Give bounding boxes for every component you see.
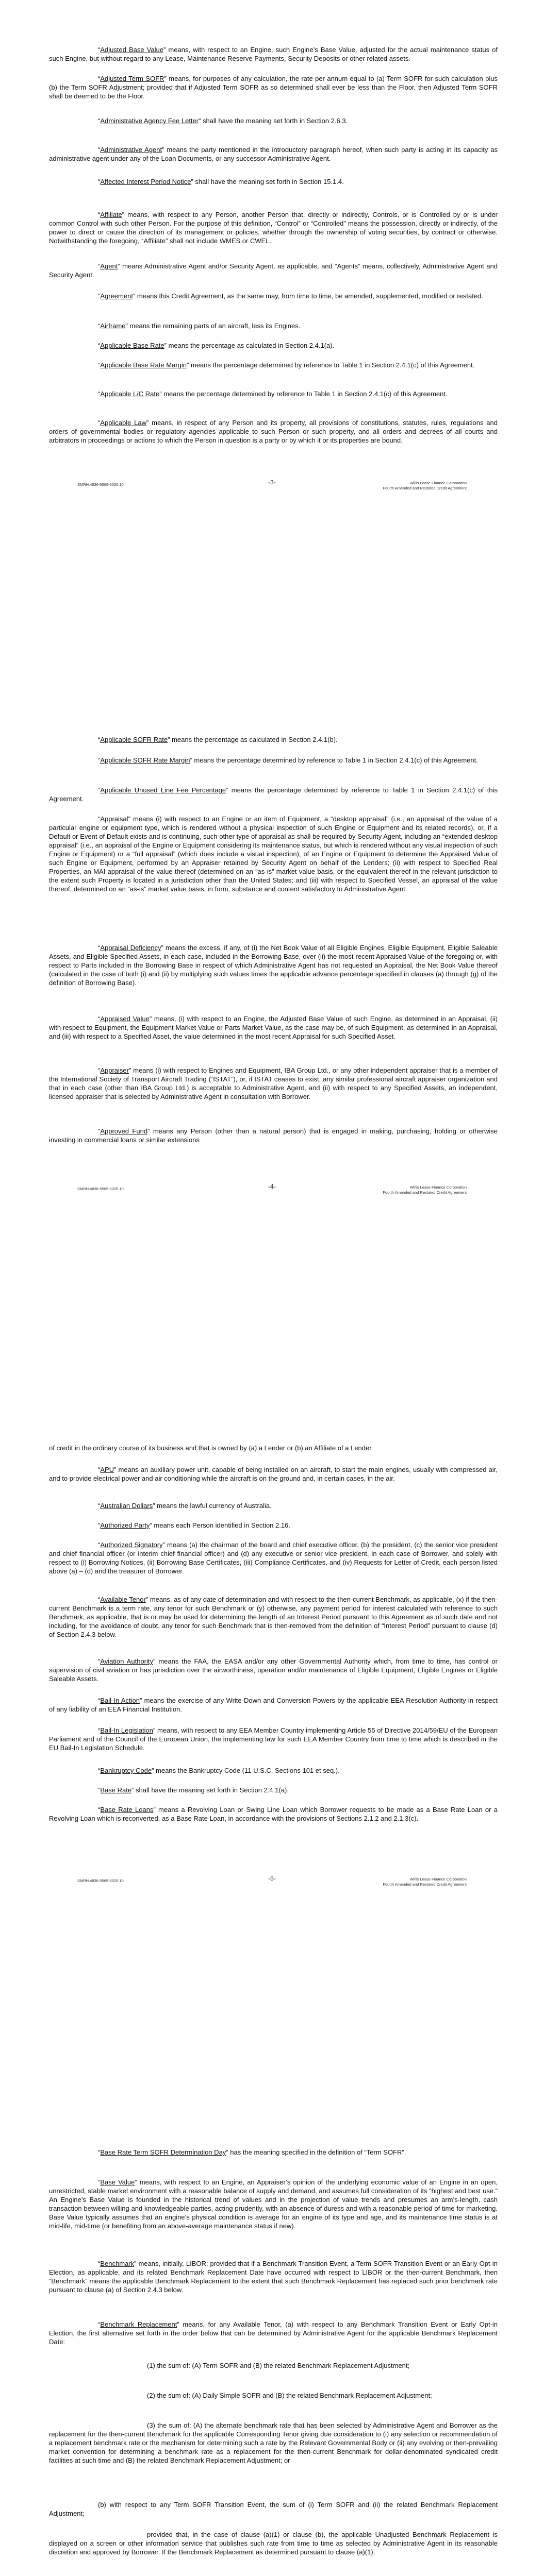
definition-appraiser: “Appraiser” means (i) with respect to Engines and Equipment, IBA Group Ltd., or any other independent appraiser that is a member of the International Society of Transport Aircraft Trading (“ISTAT”), or, if ISTAT ceases to exist, any similar professional aircraft appraiser organization and that in each case (other than IBA Group Ltd.) is acceptable to Administrative Agent, and (ii) with respect to any Specified Assets, an independent, licensed appraiser that is selected by Administrative Agent in consultation with Borrower. bbox=[49, 1066, 498, 1100]
page-4 bbox=[0, 703, 544, 1406]
definition-bail-in-action: “Bail-In Action” means the exercise of any Write-Down and Conversion Powers by the applicable EEA Resolution Authority in respect of any liability of an EEA Financial Institution. bbox=[49, 1697, 498, 1713]
definition-applicable-sofr-rate: “Applicable SOFR Rate” means the percentage as calculated in Section 2.4.1(b). bbox=[98, 736, 338, 743]
footer-agreement-name: Fourth Amended and Restated Credit Agreement bbox=[383, 1190, 467, 1195]
definition-applicable-base-rate-margin: “Applicable Base Rate Margin” means the percentage determined by reference to Table 1 in Section 2.4.1(c) of this Agreement. bbox=[98, 361, 475, 369]
definition-apu: “APU” means an auxiliary power unit, capable of being installed on an aircraft, to start the main engines, usually with compressed air, and to provide electrical power and air conditioning while the aircraft is on the ground and, in certain cases, in the air. bbox=[49, 1466, 498, 1482]
definition-bail-in-legislation: “Bail-In Legislation” means, with respect to any EEA Member Country implementing Article 55 of Directive 2014/59/EU of the European Parliament and of the Council of the European Union, the implementing law for such EEA Member Country from time to time which is described in the EU Bail-In Legislation Schedule. bbox=[49, 1726, 498, 1752]
footer-doc-id: SMRH:4836-5569-6025.10 bbox=[77, 1878, 124, 1883]
page-number: -3- bbox=[268, 479, 276, 486]
page-number: -4- bbox=[268, 1183, 276, 1190]
footer-doc-id: SMRH:4836-5569-6025.10 bbox=[77, 482, 124, 487]
definition-affiliate: “Affiliate” means, with respect to any Person, another Person that, directly or indirectly, Controls, or is Controlled by or is under common Control with such other Person. For the purpose of this definition, “Control” or “Controlled” means the possession, directly or indirectly, of the power to direct or cause the direction of its management or policies, whether through the ownership of voting securities, by contract or otherwise. Notwithstanding the foregoing, “Affiliate” shall not include WMES or CWEL. bbox=[49, 211, 498, 245]
definition-authorized-party: “Authorized Party” means each Person identified in Section 2.16. bbox=[98, 1521, 290, 1529]
footer-company-name: Willis Lease Finance Corporation bbox=[409, 481, 467, 485]
definition-agreement: “Agreement” means this Credit Agreement, as the same may, from time to time, be amended, supplemented, modified or restated. bbox=[98, 292, 483, 300]
benchmark-replacement-clause-2: (2) the sum of: (A) Daily Simple SOFR and (B) the related Benchmark Replacement Adjustment; bbox=[147, 2392, 432, 2399]
definition-affected-interest-period-notice: “Affected Interest Period Notice” shall have the meaning set forth in Section 15.1.4. bbox=[98, 178, 344, 185]
definition-available-tenor: “Available Tenor” means, as of any date of determination and with respect to the then-current Benchmark, as applicable, (x) if the then-current Benchmark is a term rate, any tenor for such Benchmark or (y) otherwise, any payment period for interest calculated with reference to such Benchmark, as applicable, that is or may be used for determining the length of an Interest Period pursuant to this Agreement as of such date and not including, for the avoidance of doubt, any tenor for such Benchmark that is then-removed from the definition of “Interest Period” pursuant to clause (d) of Section 2.4.3 below. bbox=[49, 1596, 498, 1638]
definition-applicable-lc-rate: “Applicable L/C Rate” means the percentage determined by reference to Table 1 in Section 2.4.1(c) of this Agreement. bbox=[98, 390, 448, 398]
definition-benchmark-replacement: “Benchmark Replacement” means, for any Available Tenor, (a) with respect to any Benchmark Transition Event or Early Opt-in Election, the first alternative set forth in the order below that can be determined by Administrative Agent for the applicable Benchmark Replacement Date: bbox=[49, 2320, 498, 2346]
footer-agreement-name: Fourth Amended and Restated Credit Agreement bbox=[383, 486, 467, 490]
benchmark-replacement-clause-b: (b) with respect to any Term SOFR Transition Event, the sum of (i) Term SOFR and (ii) the related Benchmark Replacement Adjustment; bbox=[49, 2501, 498, 2517]
definition-applicable-law: “Applicable Law” means, in respect of any Person and its property, all provisions of constitutions, statutes, rules, regulations and orders of governmental bodies or regulatory agencies applicable to such Person or such property, and all orders and decrees of all courts and arbitrators in proceedings or actions to which the Person in question is a party or by which it or its properties are bound. bbox=[49, 419, 498, 444]
definition-applicable-unused-line-fee-percentage: “Applicable Unused Line Fee Percentage” means the percentage determined by reference to Table 1 in Section 2.4.1(c) of this Agreement. bbox=[49, 786, 498, 803]
definition-airframe: “Airframe” means the remaining parts of an aircraft, less its Engines. bbox=[98, 322, 301, 330]
definition-appraised-value: “Appraised Value” means, (i) with respect to an Engine, the Adjusted Base Value of such Engine, as determined in an Appraisal, (ii) with respect to Equipment, the Equipment Market Value or Parts Market Value, as the case may be, of such Equipment, as determined in an Appraisal, and (iii) with respect to a Specified Asset, the value determined in the most recent Appraisal for such Specified Asset. bbox=[49, 1015, 498, 1040]
definition-base-rate: “Base Rate” shall have the meaning set forth in Section 2.4.1(a). bbox=[98, 1786, 289, 1794]
definition-applicable-base-rate: “Applicable Base Rate” means the percentage as calculated in Section 2.4.1(a). bbox=[98, 342, 335, 349]
definition-base-rate-term-sofr-determination-day: “Base Rate Term SOFR Determination Day” has the meaning specified in the definition of “Term SOFR”. bbox=[98, 2148, 406, 2156]
definition-agent: “Agent” means Administrative Agent and/or Security Agent, as applicable, and “Agents” means, collectively, Administrative Agent and Security Agent. bbox=[49, 262, 498, 279]
footer-agreement-name: Fourth Amended and Restated Credit Agreement bbox=[383, 1882, 467, 1887]
definition-approved-fund: “Approved Fund” means any Person (other than a natural person) that is engaged in making, purchasing, holding or otherwise investing in commercial loans or similar extensions bbox=[49, 1127, 498, 1144]
footer-company bbox=[383, 481, 467, 491]
footer-company-name: Willis Lease Finance Corporation bbox=[409, 1185, 467, 1190]
page-number: -5- bbox=[268, 1875, 276, 1882]
definition-bankruptcy-code: “Bankruptcy Code” means the Bankruptcy Code (11 U.S.C. Sections 101 et seq.). bbox=[98, 1767, 340, 1774]
definition-adjusted-base-value: “Adjusted Base Value” means, with respect to an Engine, such Engine’s Base Value, adjusted for the actual maintenance status of such Engine, but without regard to any Lease, Maintenance Reserve Payments, Security Deposits or other related assets. bbox=[49, 46, 498, 62]
definition-appraisal-deficiency: “Appraisal Deficiency” means the excess, if any, of (i) the Net Book Value of all Eligible Engines, Eligible Equipment, Eligible Saleable Assets, and Eligible Specified Assets, in each case, included in the Borrowing Base, over (ii) the most recent Appraised Value of the foregoing or, with respect to Parts included in the Borrowing Base in respect of which Administrative Agent has not requested an Appraisal, the Net Book Value thereof (calculated in the case of both (i) and (ii) by multiplying such values times the applicable advance percentage specified in clauses (a) through (g) of the definition of Borrowing Base). bbox=[49, 944, 498, 987]
footer-company-name: Willis Lease Finance Corporation bbox=[409, 1877, 467, 1882]
definition-aviation-authority: “Aviation Authority” means the FAA, the EASA and/or any other Governmental Authority which, from time to time, has control or supervision of civil aviation or has jurisdiction over the airworthiness, operation and/or maintenance of Eligible Equipment, Eligible Engines or Eligible Saleable Assets. bbox=[49, 1657, 498, 1683]
page-3 bbox=[0, 0, 544, 703]
footer-doc-id: SMRH:4836-5569-6025.10 bbox=[77, 1187, 124, 1191]
benchmark-replacement-clause-3: (3) the sum of: (A) the alternate benchmark rate that has been selected by Administrative Agent and Borrower as the replacement for the then-current Benchmark for the applicable Corresponding Tenor giving due consideration to (i) any selection or recommendation of a replacement benchmark rate or the mechanism for determining such a rate by the Relevant Governmental Body or (ii) any evolving or then-prevailing market convention for determining a benchmark rate as a replacement for the then-current Benchmark for dollar-denominated syndicated credit facilities at such time and (B) the related Benchmark Replacement Adjustment; or bbox=[49, 2421, 498, 2464]
page-5 bbox=[0, 1406, 544, 2110]
benchmark-replacement-proviso: provided that, in the case of clause (a)(1) or clause (b), the applicable Unadjusted Benchmark Replacement is displayed on a screen or other information service that publishes such rate from time to time as selected by Administrative Agent in its reasonable discretion and approved by Borrower. If the Benchmark Replacement as determined pursuant to clause (a)(1), bbox=[49, 2531, 498, 2556]
definition-administrative-agency-fee-letter: “Administrative Agency Fee Letter” shall have the meaning set forth in Section 2.6.3. bbox=[98, 117, 348, 125]
definition-australian-dollars: “Australian Dollars” means the lawful currency of Australia. bbox=[98, 1502, 272, 1510]
page-6 bbox=[0, 2110, 544, 2576]
definition-applicable-sofr-rate-margin: “Applicable SOFR Rate Margin” means the percentage determined by reference to Table 1 in Section 2.4.1(c) of this Agreement. bbox=[98, 756, 478, 764]
definition-appraisal: “Appraisal” means (i) with respect to an Engine or an item of Equipment, a “desktop appraisal” (i.e., an appraisal of the value of a particular engine or equipment type, which is rendered without a physical inspection of such Engine or Equipment and its related records), or, if a Default or Event of Default exists and is continuing, such other type of appraisal as shall be required by Security Agent, including an “extended desktop appraisal” (i.e., an appraisal of the Engine or Equipment considering its maintenance status, but which is rendered without any visual inspection of such Engine or Equipment) or a “full appraisal” (which does include a visual inspection), of an Engine or Equipment to determine the Appraised Value of such Engine or Equipment, performed by an Appraiser retained by Security Agent on behalf of the Lenders; (ii) with respect to Specified Real Properties, an MAI appraisal of the value thereof (determined on an “as-is” market value basis, or the equivalent thereof in the relevant jurisdiction to the extent such Property is located in a jurisdiction other than the United States; and (iii) with respect to Specified Vessel, an appraisal of the value thereof, determined on an “as-is” market value basis, in form, substance and content satisfactory to Administrative Agent. bbox=[49, 815, 498, 893]
footer-company bbox=[383, 1185, 467, 1195]
definition-administrative-agent: “Administrative Agent” means the party mentioned in the introductory paragraph hereof, when such party is acting in its capacity as administrative agent under any of the Loan Documents, or any successor Administrative Agent. bbox=[49, 146, 498, 162]
definition-base-value: “Base Value” means, with respect to an Engine, an Appraiser’s opinion of the underlying economic value of an Engine in an open, unrestricted, stable market environment with a reasonable balance of supply and demand, and assumes full consideration of its “highest and best use.” An Engine’s Base Value is founded in the historical trend of values and in the projection of value trends and presumes an arm’s-length, cash transaction between willing and knowledgeable parties, acting prudently, with an absence of duress and with a reasonable period of time for marketing. Base Value typically assumes that an engine’s physical condition is average for an engine of its type and age, and its maintenance time status is at mid-life, mid-time (or benefiting from an above-average maintenance status if new). bbox=[49, 2178, 498, 2230]
definition-base-rate-loans: “Base Rate Loans” means a Revolving Loan or Swing Line Loan which Borrower requests to be made as a Base Rate Loan or a Revolving Loan which is reconverted, as a Base Rate Loan, in accordance with the provisions of Sections 2.1.2 and 2.1.3(c). bbox=[49, 1806, 498, 1822]
definition-adjusted-term-sofr: “Adjusted Term SOFR” means, for purposes of any calculation, the rate per annum equal to (a) Term SOFR for such calculation plus (b) the Term SOFR Adjustment; provided that if Adjusted Term SOFR as so determined shall ever be less than the Floor, then Adjusted Term SOFR shall be deemed to be the Floor. bbox=[49, 75, 498, 100]
definition-authorized-signatory: “Authorized Signatory” means (a) the chairman of the board and chief executive officer, (b) the president, (c) the senior vice president and chief financial officer (or interim chief financial officer) and (d) any executive or senior vice president, in each case of Borrower, and solely with respect to (i) Borrowing Notices, (ii) Borrowing Base Certificates, (iii) Compliance Certificates, and (iv) Requests for Letter of Credit, each person listed above (a) – (d) and the treasurer of Borrower. bbox=[49, 1541, 498, 1575]
continuation-approved-fund: of credit in the ordinary course of its business and that is owned by (a) a Lender or (b) an Affiliate of a Lender. bbox=[49, 1444, 373, 1452]
benchmark-replacement-clause-1: (1) the sum of: (A) Term SOFR and (B) the related Benchmark Replacement Adjustment; bbox=[147, 2362, 410, 2369]
definition-benchmark: “Benchmark” means, initially, LIBOR; provided that if a Benchmark Transition Event, a Term SOFR Transition Event or an Early Opt-in Election, as applicable, and its related Benchmark Replacement Date have occurred with respect to LIBOR or the then-current Benchmark, then “Benchmark” means the applicable Benchmark Replacement to the extent that such Benchmark Replacement has replaced such prior benchmark rate pursuant to clause (a) of Section 2.4.3 below. bbox=[49, 2260, 498, 2294]
footer-company bbox=[383, 1877, 467, 1887]
